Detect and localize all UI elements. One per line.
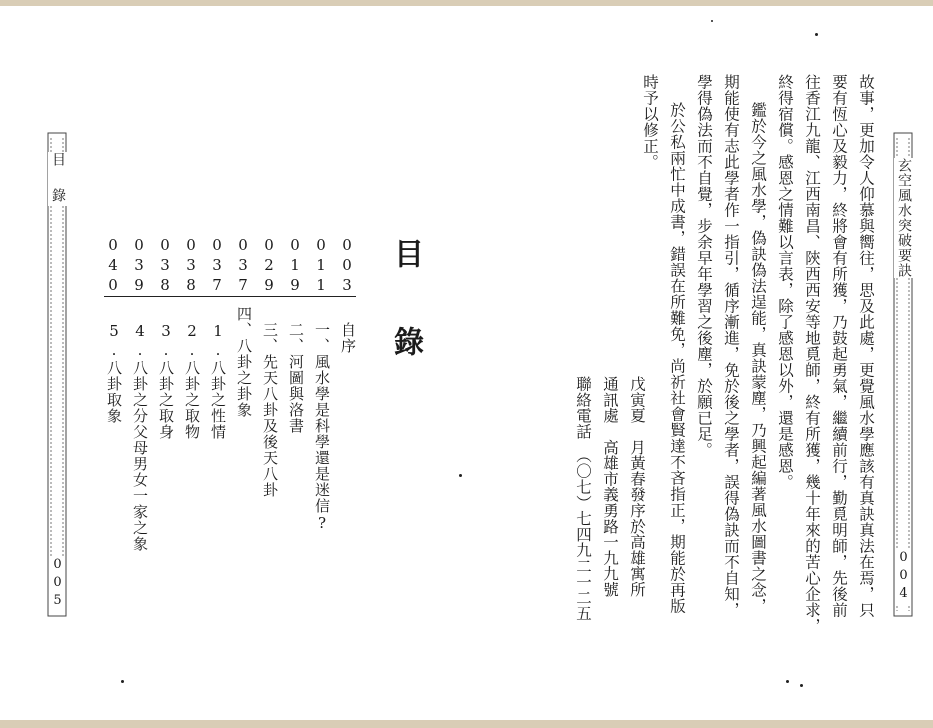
toc-entry-label: 自序 xyxy=(339,322,357,354)
left-running-header: 目 錄 xyxy=(50,152,66,206)
toc-page-number: 038 xyxy=(182,236,200,296)
toc-entry-label: 2.八卦之取物 xyxy=(183,322,201,440)
toc-rule xyxy=(104,296,356,297)
right-running-header: 玄空風水突破要訣 xyxy=(896,158,912,278)
scan-speck xyxy=(786,680,789,683)
scan-bottom-edge xyxy=(0,720,933,728)
scan-speck xyxy=(459,474,462,477)
toc-entry-label: 一、風水學是科學還是迷信? xyxy=(313,322,331,533)
toc-entry-label: 三、先天八卦及後天八卦 xyxy=(261,322,279,498)
preface-column: 故事，更加令人仰慕與嚮往，思及此處，更覺風水學應該有真訣真法在焉，只 xyxy=(857,74,875,618)
toc-title: 目 錄 xyxy=(388,238,423,370)
preface-column: 終得宿償。感恩之情難以言表，除了感恩以外，還是感恩。 xyxy=(776,74,794,490)
toc-entry-label: 1.八卦之性情 xyxy=(209,322,227,440)
toc-page-number: 029 xyxy=(260,236,278,296)
toc-entry-label: 3.八卦之取身 xyxy=(157,322,175,440)
scan-speck xyxy=(711,20,713,22)
toc-page-number: 003 xyxy=(338,236,356,296)
toc-entry-label: 四、八卦之卦象 xyxy=(235,306,253,418)
preface-column: 要有恆心及毅力，終將會有所獲，乃鼓起勇氣，繼續前行，勤覓明師，先後前 xyxy=(830,74,848,618)
left-page-number: 005 xyxy=(50,557,65,611)
preface-column: 於公私兩忙中成書，錯誤在所難免，尚祈社會賢達不吝指正，期能於再版 xyxy=(668,102,686,614)
toc-entry-label: 5.八卦取象 xyxy=(105,322,123,424)
scan-speck xyxy=(800,684,803,687)
toc-page-number: 040 xyxy=(104,236,122,296)
right-page-number: 004 xyxy=(896,550,911,604)
toc-page-number: 037 xyxy=(234,236,252,296)
toc-page-number: 011 xyxy=(312,236,330,296)
signature-line: 聯絡電話 （〇七）七四九二一二五 xyxy=(574,376,592,622)
signature-line: 戊寅夏 月黃春發序於高雄寓所 xyxy=(628,376,646,598)
preface-column: 鑑於今之風水學，偽訣偽法逞能，真訣蒙塵，乃興起編著風水圖書之念， xyxy=(749,102,767,614)
toc-page-number: 019 xyxy=(286,236,304,296)
toc-entry-label: 二、河圖與洛書 xyxy=(287,322,305,434)
preface-column: 學得偽法而不自覺，步余早年學習之後塵，於願已足。 xyxy=(695,74,713,458)
scan-top-edge xyxy=(0,0,933,6)
toc-page-number: 038 xyxy=(156,236,174,296)
toc-page-number: 037 xyxy=(208,236,226,296)
scan-speck xyxy=(815,33,818,36)
toc-entry-label: 4.八卦之分父母男女一家之象 xyxy=(131,322,149,552)
preface-column: 期能使有志此學者作一指引，循序漸進，免於後之學者，誤得偽訣而不自知， xyxy=(722,74,740,618)
preface-column: 時予以修正。 xyxy=(641,74,659,170)
toc-page-number: 039 xyxy=(130,236,148,296)
preface-column: 往香江九龍、江西南昌、陝西西安等地覓師，終有所獲，幾十年來的苦心企求， xyxy=(803,74,821,634)
signature-line: 通訊處 高雄市義勇路一九九號 xyxy=(601,376,619,598)
scan-speck xyxy=(121,680,124,683)
